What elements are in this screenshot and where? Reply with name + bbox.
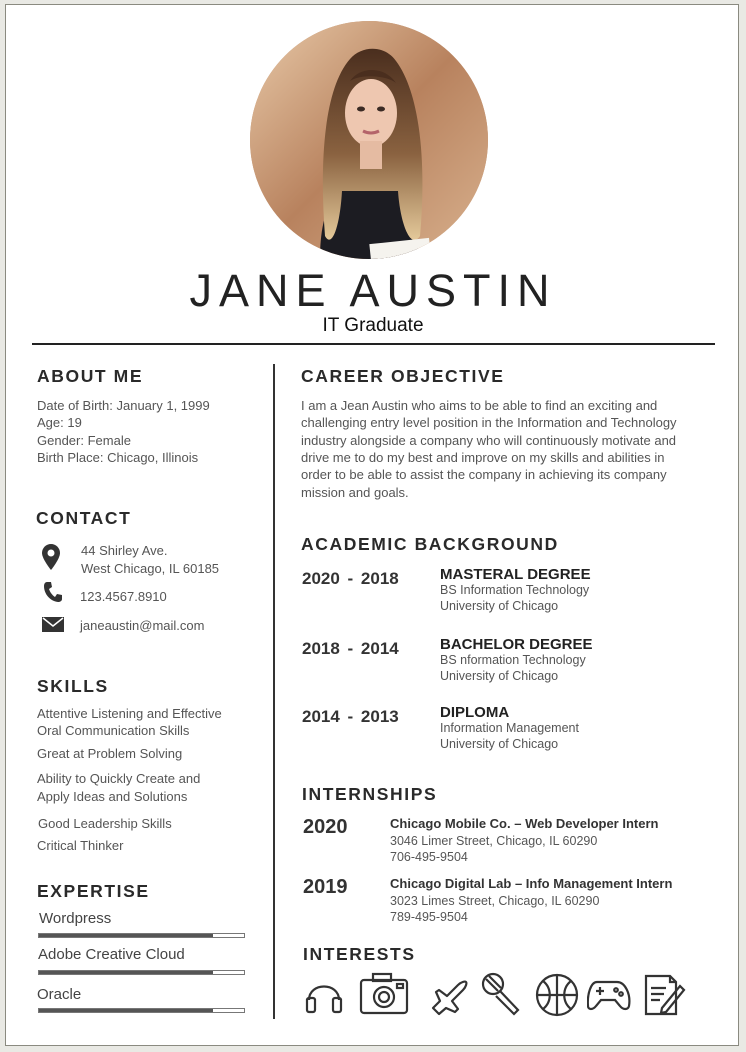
academic-degree: MASTERAL DEGREE [440,566,591,583]
contact-heading: CONTACT [36,508,132,528]
objective-heading: CAREER OBJECTIVE [301,366,505,386]
objective-line: industry alongside a company who will continuously motivate and [301,433,677,448]
academic-school: University of Chicago [440,599,559,613]
contact-address-line1: 44 Shirley Ave. [81,543,168,558]
contact-email[interactable]: janeaustin@mail.com [80,618,205,633]
academic-degree: DIPLOMA [440,704,510,721]
skill-item-cont: Apply Ideas and Solutions [37,789,188,804]
headphones-icon [304,972,344,1016]
academic-degree: BACHELOR DEGREE [440,636,593,653]
academic-program: Information Management [440,721,579,735]
expertise-bar [38,1008,245,1013]
camera-icon [359,972,409,1016]
expertise-heading: EXPERTISE [37,881,150,901]
internship-year: 2020 [303,816,348,838]
location-pin-icon [42,544,60,570]
expertise-bar [38,970,245,975]
internship-address: 3046 Limer Street, Chicago, IL 60290 [390,834,598,848]
mail-icon [42,617,64,632]
objective-line: order to be able to assist the company in achieving its company [301,467,667,482]
academic-years: 2020 - 2018 [302,569,399,588]
about-heading: ABOUT ME [37,366,144,386]
profile-photo [250,21,488,259]
expertise-label: Wordpress [39,910,112,927]
header-divider [32,343,715,345]
interests-heading: INTERESTS [303,944,416,964]
expertise-label: Adobe Creative Cloud [38,946,185,963]
microphone-icon [480,972,524,1018]
about-gender: Gender: Female [37,433,131,448]
expertise-bar-fill [39,1009,213,1012]
column-divider [273,364,275,1019]
writing-icon [642,972,686,1018]
academic-program: BS Information Technology [440,583,590,597]
skills-heading: SKILLS [37,676,109,696]
about-dob: Date of Birth: January 1, 1999 [37,398,210,413]
internship-title: Chicago Digital Lab – Info Management Intern [390,876,673,891]
basketball-icon [534,972,580,1018]
skill-item: Great at Problem Solving [37,746,183,761]
academic-heading: ACADEMIC BACKGROUND [301,534,559,554]
expertise-bar-fill [39,971,213,974]
profile-photo-illustration [250,21,488,259]
internship-title: Chicago Mobile Co. – Web Developer Intern [390,816,659,831]
skill-item: Good Leadership Skills [38,816,172,831]
academic-school: University of Chicago [440,737,559,751]
internship-phone: 789-495-9504 [390,910,468,924]
skill-item: Critical Thinker [37,838,124,853]
skill-item: Ability to Quickly Create and [37,771,201,786]
about-age: Age: 19 [37,415,82,430]
internship-address: 3023 Limes Street, Chicago, IL 60290 [390,894,600,908]
skill-item-cont: Oral Communication Skills [37,723,190,738]
gamepad-icon [587,972,633,1016]
expertise-bar-fill [39,934,213,937]
expertise-bar [38,933,245,938]
contact-address-line2: West Chicago, IL 60185 [81,561,220,576]
objective-line: mission and goals. [301,485,409,500]
about-birthplace: Birth Place: Chicago, Illinois [37,450,199,465]
objective-line: I am a Jean Austin who aims to be able to find an exciting and [301,398,658,413]
internship-year: 2019 [303,876,348,898]
candidate-name: JANE AUSTIN [189,265,557,316]
resume-page [5,4,739,1046]
academic-years: 2018 - 2014 [302,639,399,658]
academic-years: 2014 - 2013 [302,707,399,726]
internships-heading: INTERNSHIPS [302,784,438,804]
contact-phone: 123.4567.8910 [80,589,167,604]
academic-school: University of Chicago [440,669,559,683]
phone-icon [43,581,63,603]
objective-line: challenging entry level position in the Information and Technology [301,415,677,430]
skill-item: Attentive Listening and Effective [37,706,222,721]
airplane-icon [430,972,470,1016]
objective-line: drive me to do my best and improve on my skills and abilities in [301,450,665,465]
candidate-role: IT Graduate [322,315,424,336]
academic-program: BS nformation Technology [440,653,586,667]
internship-phone: 706-495-9504 [390,850,468,864]
expertise-label: Oracle [37,986,82,1003]
interests-icon-row [302,972,682,1024]
